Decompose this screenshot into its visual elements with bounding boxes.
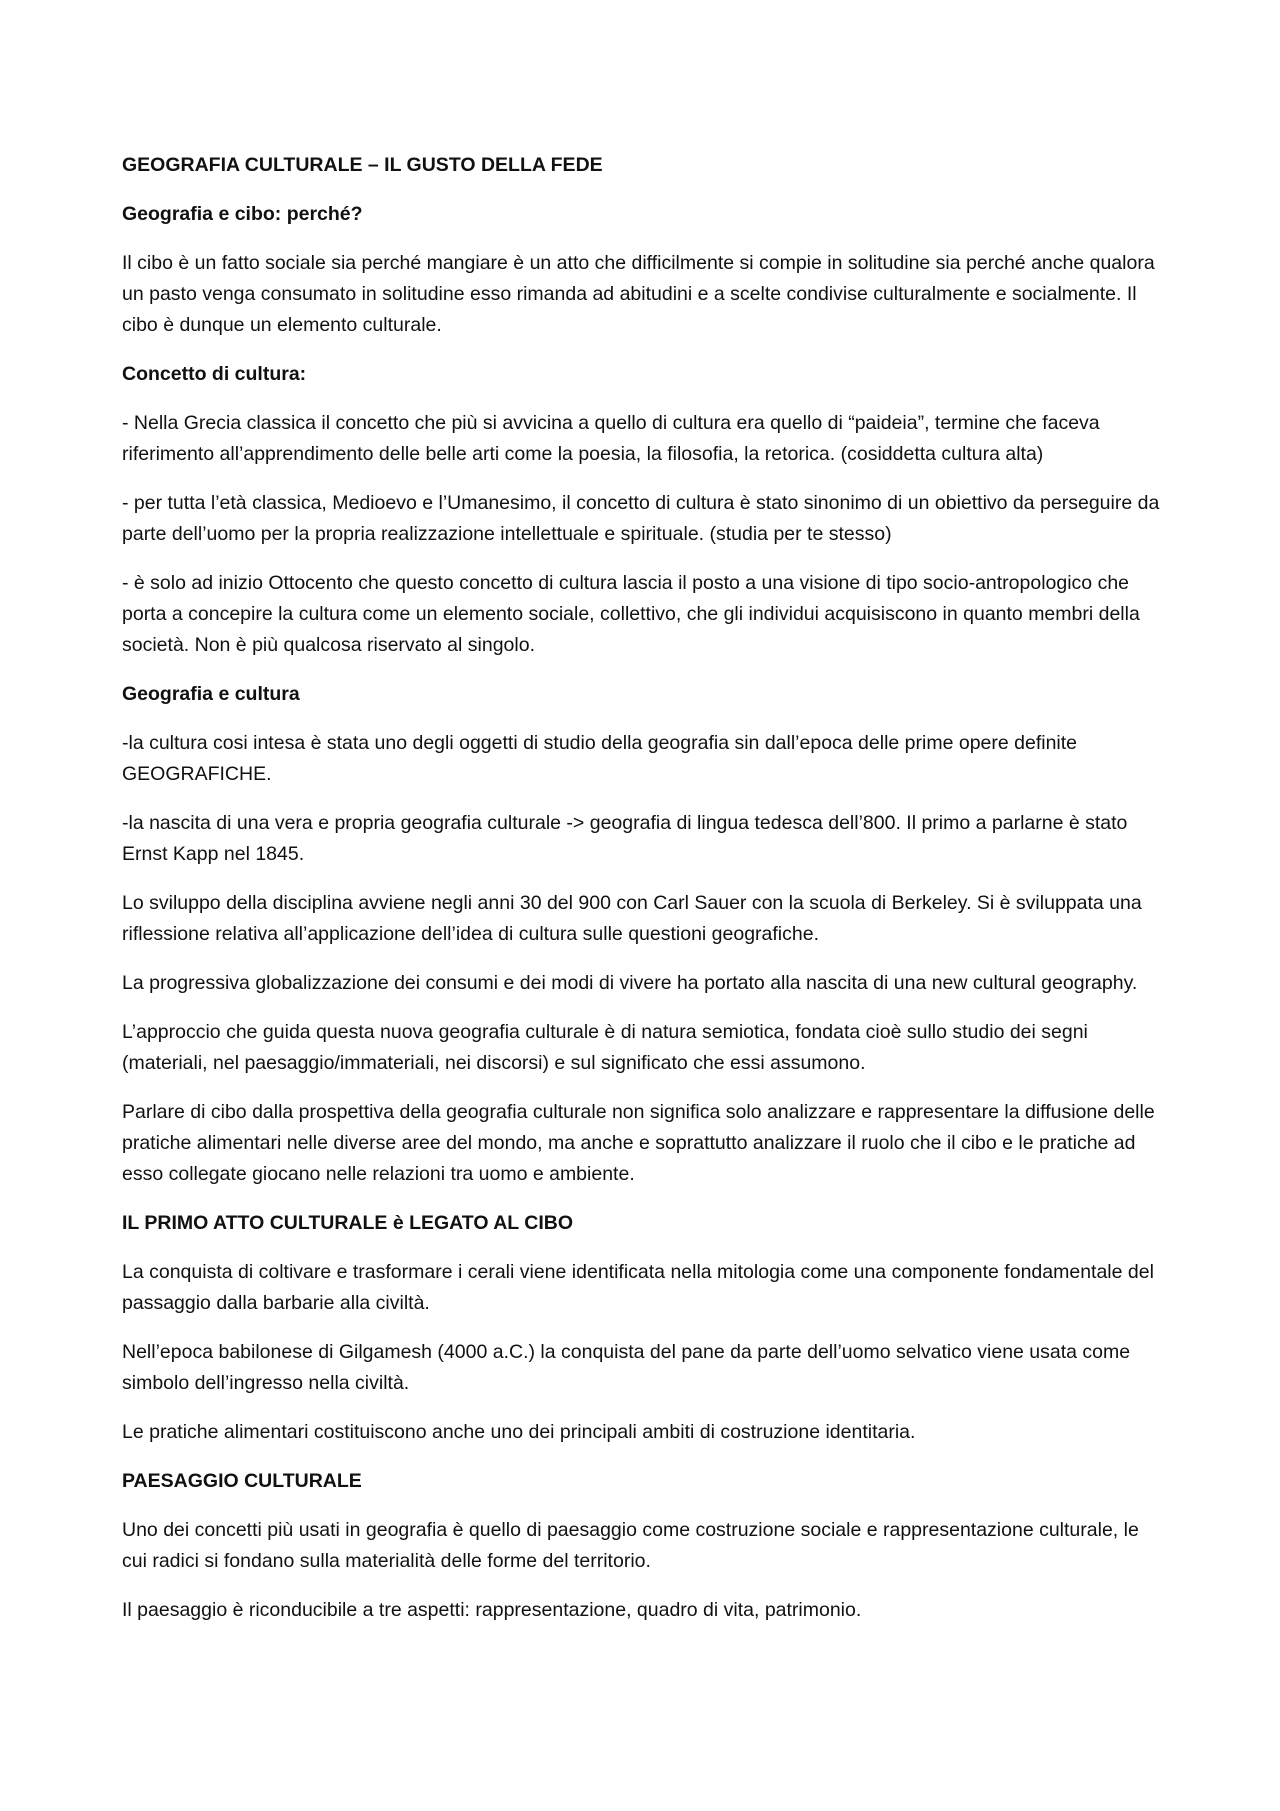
paragraph: La conquista di coltivare e trasformare i cerali viene identificata nella mitologia come una componente fondamentale del passaggio dalla barbarie alla civiltà.	[122, 1261, 1154, 1314]
section-heading: IL PRIMO ATTO CULTURALE è LEGATO AL CIBO	[122, 1212, 574, 1234]
paragraph: Parlare di cibo dalla prospettiva della geografia culturale non significa solo analizzare e rappresentare la diffusione delle pratiche alimentari nelle diverse aree del mondo, ma anche e soprattutto analizzare il ruolo che il cibo e le pratiche ad esso collegate giocano nelle relazioni tra uomo e ambiente.	[122, 1101, 1155, 1185]
paragraph: Il paesaggio è riconducibile a tre aspetti: rappresentazione, quadro di vita, patrimonio.	[122, 1599, 862, 1621]
paragraph: - è solo ad inizio Ottocento che questo concetto di cultura lascia il posto a una visione di tipo socio-antropologico che porta a concepire la cultura come un elemento sociale, collettivo, che gli individui acquisiscono in quanto membri della società. Non è più qualcosa riservato al singolo.	[122, 572, 1140, 656]
paragraph: - Nella Grecia classica il concetto che più si avvicina a quello di cultura era quello di “paideia”, termine che faceva riferimento all’apprendimento delle belle arti come la poesia, la filosofia, la retorica. (cosiddetta cultura alta)	[122, 412, 1100, 465]
document-page	[122, 150, 1162, 1644]
section-heading: Geografia e cultura	[122, 683, 300, 705]
paragraph: Lo sviluppo della disciplina avviene negli anni 30 del 900 con Carl Sauer con la scuola di Berkeley. Si è sviluppata una riflessione relativa all’applicazione dell’idea di cultura sulle questioni geografiche.	[122, 892, 1142, 945]
paragraph: Uno dei concetti più usati in geografia è quello di paesaggio come costruzione sociale e rappresentazione culturale, le cui radici si fondano sulla materialità delle forme del territorio.	[122, 1519, 1139, 1572]
paragraph: L’approccio che guida questa nuova geografia culturale è di natura semiotica, fondata cioè sullo studio dei segni (materiali, nel paesaggio/immateriali, nei discorsi) e sul significato che essi assumono.	[122, 1021, 1088, 1074]
paragraph: Nell’epoca babilonese di Gilgamesh (4000 a.C.) la conquista del pane da parte dell’uomo selvatico viene usata come simbolo dell’ingresso nella civiltà.	[122, 1341, 1131, 1394]
paragraph: Le pratiche alimentari costituiscono anche uno dei principali ambiti di costruzione identitaria.	[122, 1421, 916, 1443]
section-heading: PAESAGGIO CULTURALE	[122, 1470, 362, 1492]
section-heading: Geografia e cibo: perché?	[122, 203, 363, 225]
paragraph: La progressiva globalizzazione dei consumi e dei modi di vivere ha portato alla nascita di una new cultural geography.	[122, 972, 1138, 994]
paragraph: -la cultura cosi intesa è stata uno degli oggetti di studio della geografia sin dall’epoca delle prime opere definite GEOGRAFICHE.	[122, 732, 1078, 785]
document-body	[122, 199, 1162, 1626]
document-title: GEOGRAFIA CULTURALE – IL GUSTO DELLA FEDE	[122, 154, 603, 176]
paragraph: -la nascita di una vera e propria geografia culturale -> geografia di lingua tedesca dell’800. Il primo a parlarne è stato Ernst Kapp nel 1845.	[122, 812, 1128, 865]
paragraph: - per tutta l’età classica, Medioevo e l’Umanesimo, il concetto di cultura è stato sinonimo di un obiettivo da perseguire da parte dell’uomo per la propria realizzazione intellettuale e spirituale. (studia per te stesso)	[122, 492, 1160, 545]
section-heading: Concetto di cultura:	[122, 363, 307, 385]
paragraph: Il cibo è un fatto sociale sia perché mangiare è un atto che difficilmente si compie in solitudine sia perché anche qualora un pasto venga consumato in solitudine esso rimanda ad abitudini e a scelte condivise culturalmente e socialmente. Il cibo è dunque un elemento culturale.	[122, 252, 1155, 336]
